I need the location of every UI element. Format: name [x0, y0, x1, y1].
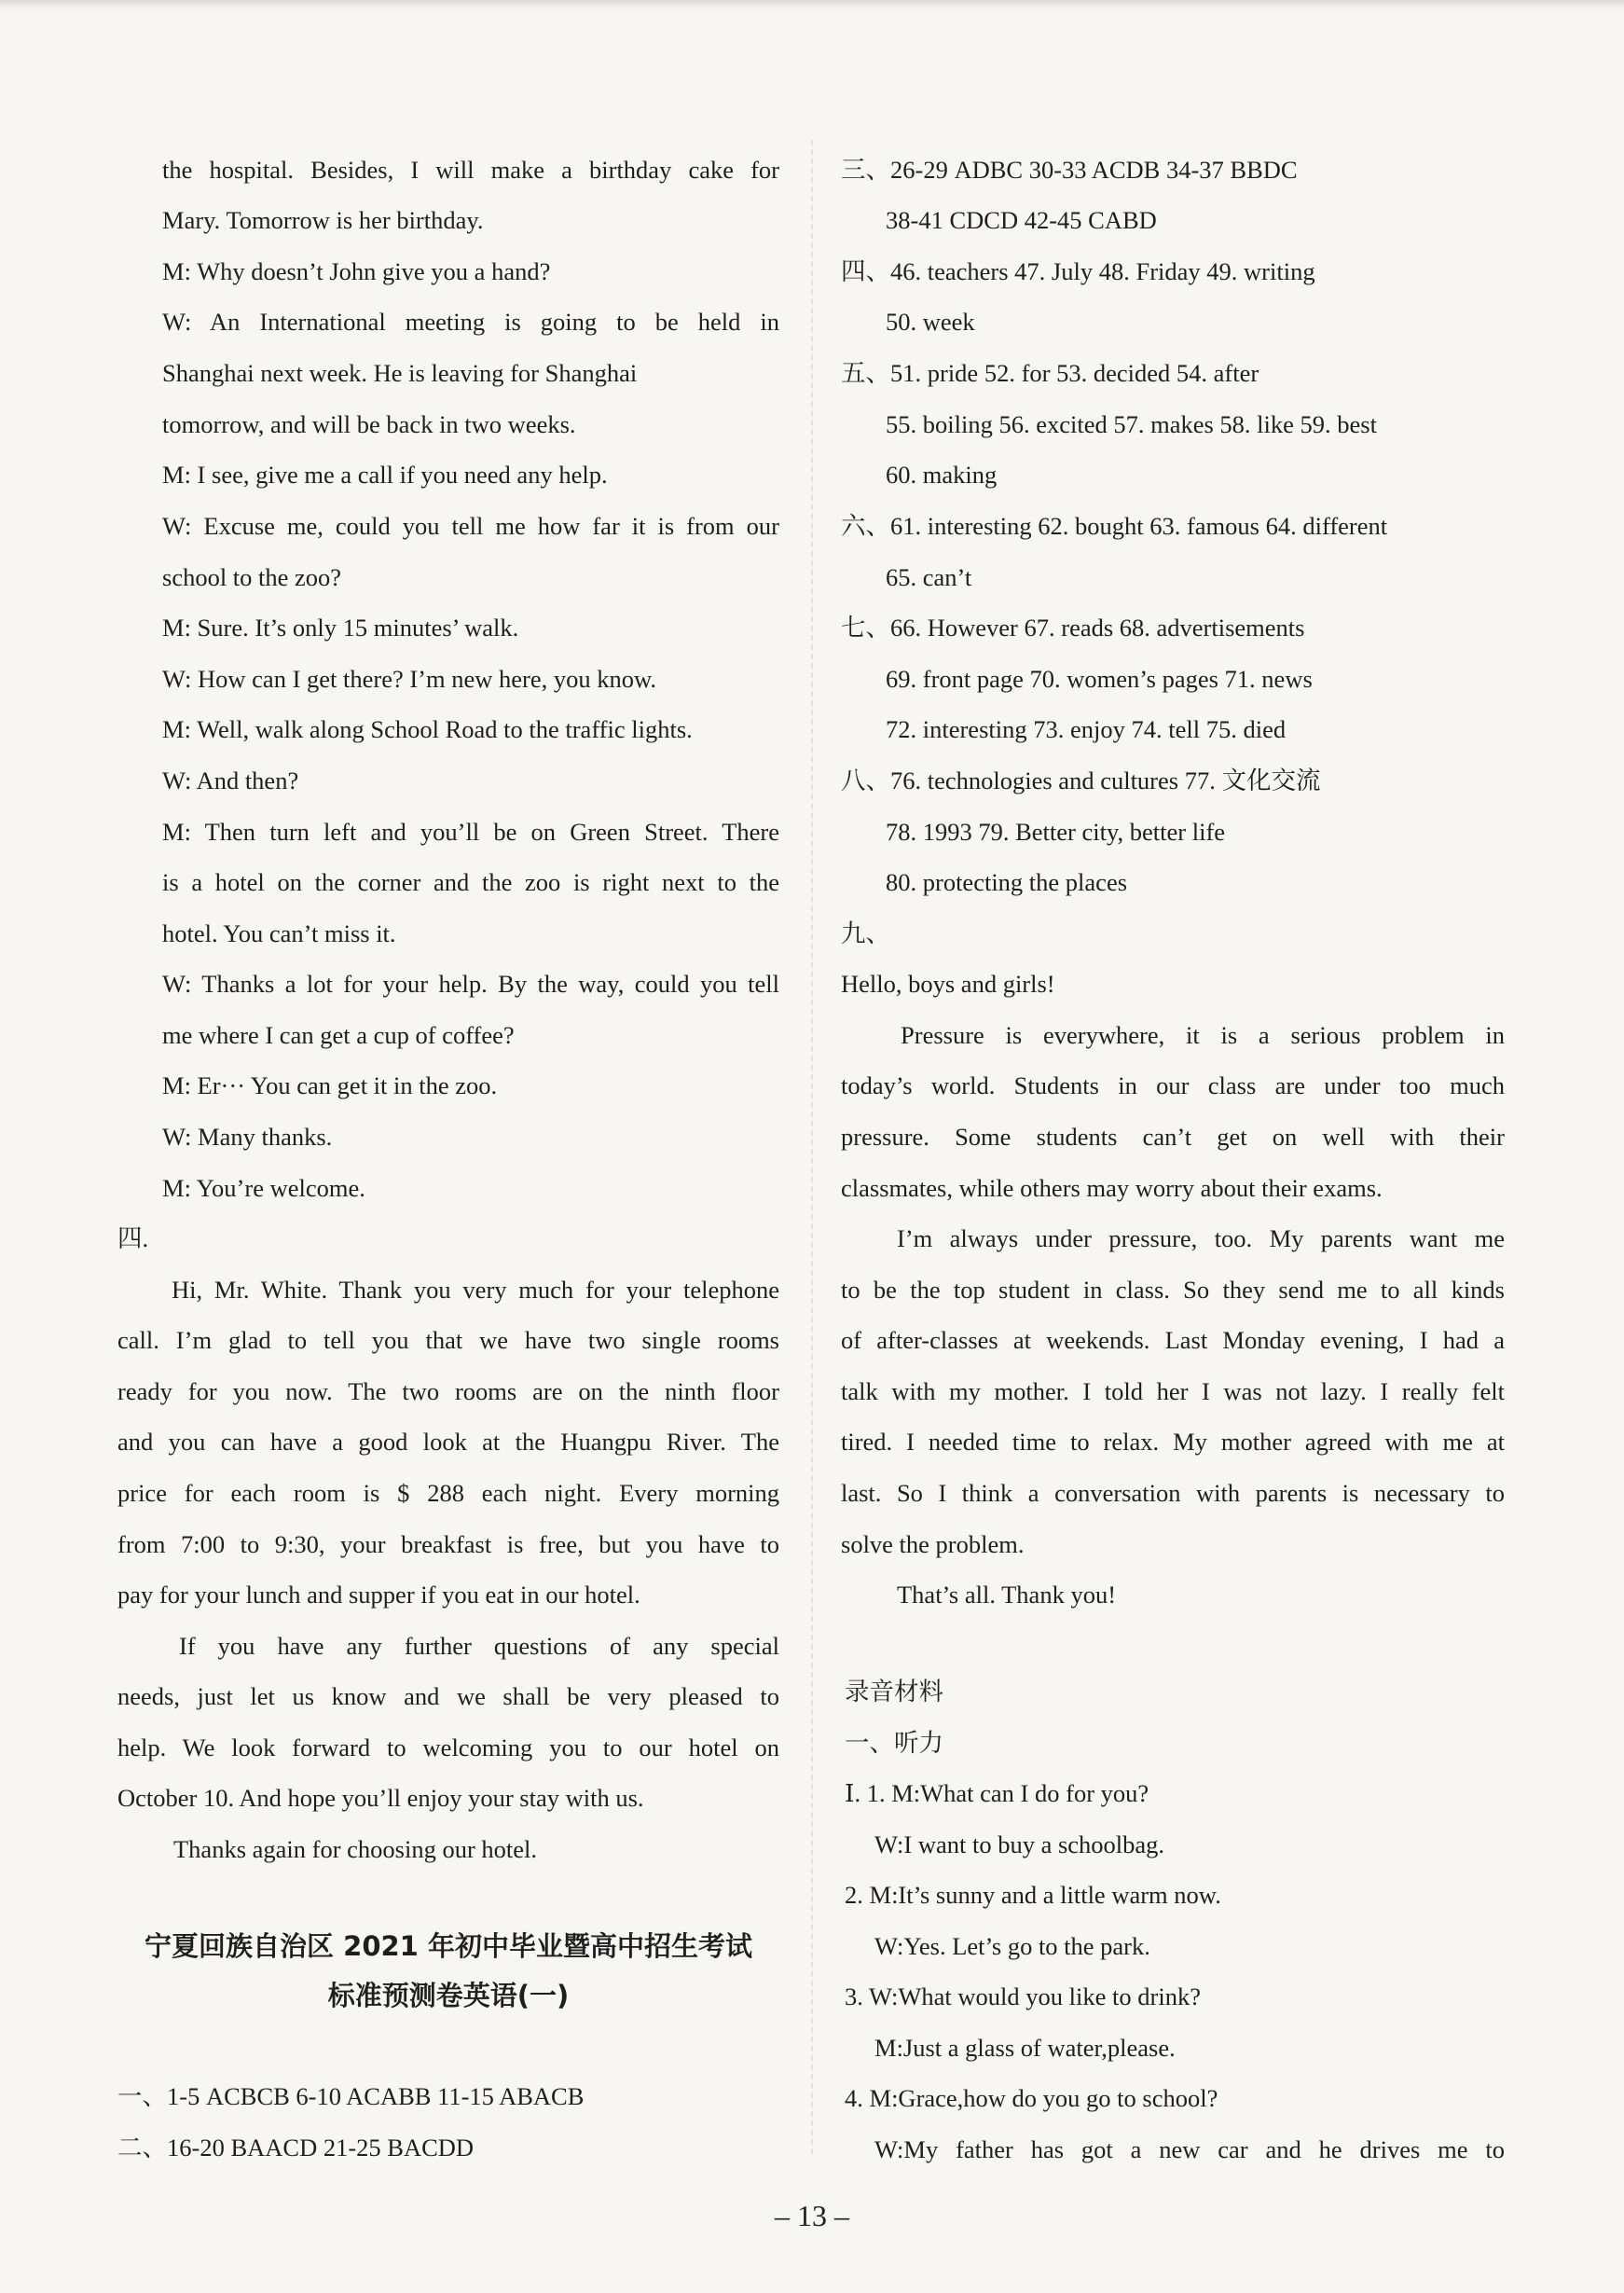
text-line: call. I’m glad to tell you that we have two single rooms [117, 1326, 779, 1354]
answer-line: 60. making [886, 461, 998, 489]
text-line: talk with my mother. I told her I was not lazy. I really felt [841, 1377, 1505, 1405]
text-line: needs, just let us know and we shall be very pleased to [117, 1682, 779, 1710]
exam-title: 宁夏回族自治区 2021 年初中毕业暨高中招生考试 [145, 1930, 752, 1962]
transcript-line: M:Just a glass of water,please. [874, 2034, 1176, 2062]
column-divider [811, 140, 813, 2154]
text-line: last. So I think a conversation with parents is necessary to [841, 1479, 1505, 1507]
text-line: That’s all. Thank you! [897, 1581, 1117, 1609]
answer-line: 五、51. pride 52. for 53. decided 54. after [841, 359, 1259, 387]
text-line: price for each room is $ 288 each night. Every morning [117, 1479, 779, 1507]
text-line: solve the problem. [841, 1530, 1025, 1558]
transcript-line: 3. W:What would you like to drink? [845, 1982, 1201, 2010]
transcript-line: W:My father has got a new car and he drives me to [874, 2135, 1505, 2163]
text-line: Pressure is everywhere, it is a serious problem in [901, 1021, 1505, 1049]
text-line: tired. I needed time to relax. My mother agreed with me at [841, 1428, 1505, 1456]
text-line: me where I can get a cup of coffee? [162, 1021, 515, 1049]
transcript-line: W:I want to buy a schoolbag. [874, 1830, 1165, 1858]
text-line: If you have any further questions of any special [179, 1632, 779, 1660]
text-line: hotel. You can’t miss it. [162, 919, 396, 947]
text-line: M: Well, walk along School Road to the traffic lights. [162, 715, 693, 743]
transcript-line: Ⅰ. 1. M:What can I do for you? [845, 1779, 1149, 1807]
text-line: is a hotel on the corner and the zoo is right next to the [162, 868, 779, 896]
text-line: help. We look forward to welcoming you to our hotel on [117, 1734, 779, 1761]
text-line: from 7:00 to 9:30, your breakfast is free, but you have to [117, 1530, 779, 1558]
text-line: W: Thanks a lot for your help. By the way, could you tell [162, 970, 779, 998]
section-heading: 录音材料 [845, 1678, 943, 1706]
answer-line: 六、61. interesting 62. bought 63. famous 64. different [841, 512, 1388, 540]
text-line: W: An International meeting is going to be held in [162, 308, 779, 336]
answer-line: 四、46. teachers 47. July 48. Friday 49. writing [841, 257, 1315, 285]
page-number: – 13 – [775, 2199, 849, 2232]
text-line: ready for you now. The two rooms are on the ninth floor [117, 1377, 779, 1405]
text-line: M: You’re welcome. [162, 1174, 365, 1202]
text-line: W: Excuse me, could you tell me how far it is from our [162, 512, 779, 540]
text-line: Hello, boys and girls! [841, 970, 1055, 998]
answer-line: 80. protecting the places [886, 868, 1128, 896]
section-heading: 一、听力 [845, 1729, 943, 1757]
text-line: M: I see, give me a call if you need any help. [162, 461, 608, 489]
text-line: Shanghai next week. He is leaving for Shanghai [162, 359, 638, 387]
answer-line: 69. front page 70. women’s pages 71. news [886, 665, 1313, 693]
text-line: M: Then turn left and you’ll be on Green Street. There [162, 818, 779, 846]
text-line: W: How can I get there? I’m new here, you know. [162, 665, 657, 693]
text-line: school to the zoo? [162, 563, 342, 591]
text-line: M: Sure. It’s only 15 minutes’ walk. [162, 614, 519, 642]
section-heading: 四. [117, 1224, 149, 1252]
text-line: of after-classes at weekends. Last Monday evening, I had a [841, 1326, 1505, 1354]
text-line: October 10. And hope you’ll enjoy your stay with us. [117, 1784, 644, 1812]
text-line: pay for your lunch and supper if you eat in our hotel. [117, 1581, 640, 1609]
answer-line: 二、16-20 BAACD 21-25 BACDD [117, 2134, 475, 2162]
text-line: W: Many thanks. [162, 1123, 333, 1151]
answer-line: 八、76. technologies and cultures 77. 文化交流 [841, 767, 1321, 794]
text-line: and you can have a good look at the Huangpu River. The [117, 1428, 779, 1456]
transcript-line: 4. M:Grace,how do you go to school? [845, 2084, 1218, 2112]
answer-line: 三、26-29 ADBC 30-33 ACDB 34-37 BBDC [841, 156, 1298, 184]
text-line: classmates, while others may worry about their exams. [841, 1174, 1383, 1202]
text-line: Hi, Mr. White. Thank you very much for your telephone [172, 1276, 779, 1304]
text-line: pressure. Some students can’t get on well with their [841, 1123, 1505, 1151]
text-line: Thanks again for choosing our hotel. [173, 1835, 538, 1863]
transcript-line: 2. M:It’s sunny and a little warm now. [845, 1881, 1221, 1909]
answer-line: 65. can’t [886, 563, 972, 591]
text-line: Mary. Tomorrow is her birthday. [162, 206, 484, 234]
exam-subtitle: 标准预测卷英语(一) [327, 1980, 570, 2011]
text-line: I’m always under pressure, too. My parents want me [897, 1224, 1505, 1252]
answer-line: 七、66. However 67. reads 68. advertisements [841, 614, 1305, 642]
text-line: tomorrow, and will be back in two weeks. [162, 410, 576, 438]
section-heading: 九、 [841, 919, 890, 947]
answer-line: 50. week [886, 308, 975, 336]
answer-line: 55. boiling 56. excited 57. makes 58. like 59. best [886, 410, 1377, 438]
text-line: the hospital. Besides, I will make a birthday cake for [162, 156, 779, 184]
text-line: M: Why doesn’t John give you a hand? [162, 257, 551, 285]
answer-line: 72. interesting 73. enjoy 74. tell 75. died [886, 715, 1287, 743]
page-top-edge [0, 0, 1624, 9]
text-line: today’s world. Students in our class are under too much [841, 1071, 1505, 1099]
answer-line: 38-41 CDCD 42-45 CABD [886, 206, 1157, 234]
answer-line: 78. 1993 79. Better city, better life [886, 818, 1226, 846]
answer-line: 一、1-5 ACBCB 6-10 ACABB 11-15 ABACB [117, 2082, 585, 2110]
text-line: M: Er··· You can get it in the zoo. [162, 1071, 498, 1099]
text-line: to be the top student in class. So they send me to all kinds [841, 1276, 1505, 1304]
text-line: W: And then? [162, 767, 299, 794]
transcript-line: W:Yes. Let’s go to the park. [874, 1932, 1150, 1960]
